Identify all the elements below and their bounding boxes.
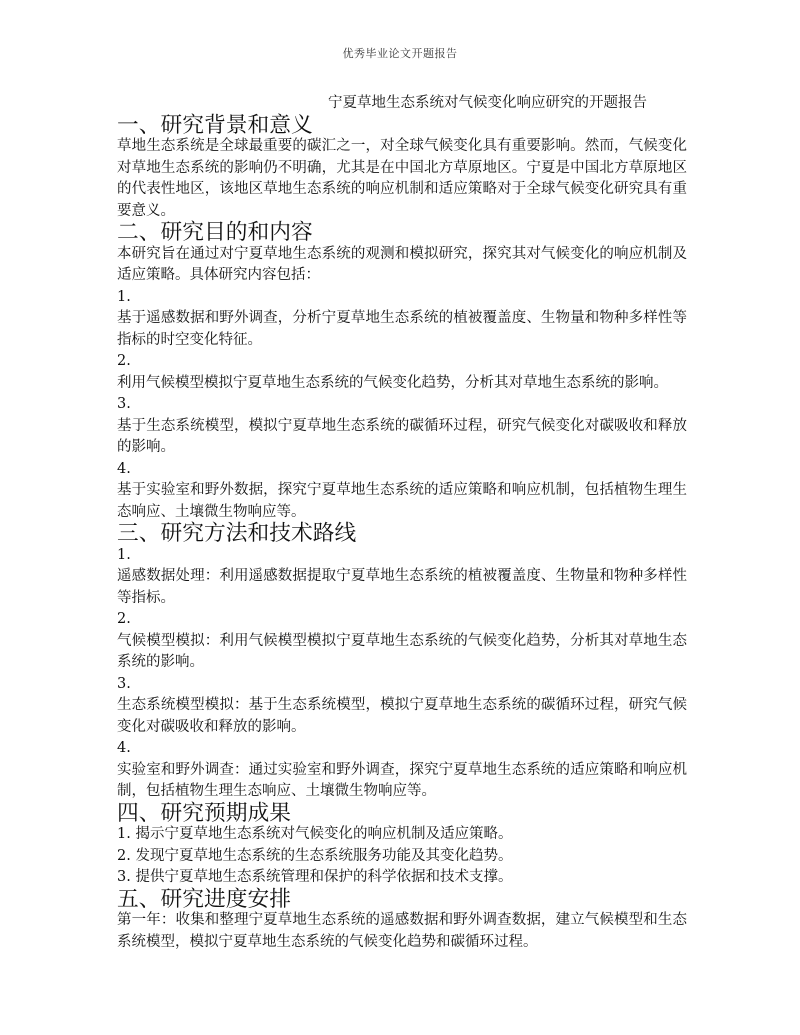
- list-item: 2. 发现宁夏草地生态系统的生态系统服务功能及其变化趋势。: [117, 847, 513, 864]
- document-body: [117, 93, 687, 953]
- list-item-text: 遥感数据处理：利用遥感数据提取宁夏草地生态系统的植被覆盖度、生物量和物种多样性等指标。: [117, 568, 687, 606]
- list-item-number: 1.: [117, 546, 131, 563]
- section-body-background: 草地生态系统是全球最重要的碳汇之一，对全球气候变化具有重要影响。然而，气候变化对草地生态系统的影响仍不明确，尤其是在中国北方草原地区。宁夏是中国北方草原地区的代表性地区，该地区草地生态系统的响应机制和适应策略对于全球气候变化研究具有重要意义。: [117, 138, 687, 219]
- list-item-text: 基于实验室和野外数据，探究宁夏草地生态系统的适应策略和响应机制，包括植物生理生态响应、土壤微生物响应等。: [117, 482, 687, 520]
- list-item-number: 4.: [117, 460, 131, 477]
- methods-list: [117, 545, 687, 803]
- list-item-number: 2.: [117, 353, 131, 369]
- list-item-number: 3.: [117, 396, 131, 412]
- list-item-number: 3.: [117, 675, 131, 692]
- list-item-text: 生态系统模型模拟：基于生态系统模型，模拟宁夏草地生态系统的碳循环过程，研究气候变化对碳吸收和释放的影响。: [117, 697, 687, 735]
- document-title: 宁夏草地生态系统对气候变化响应研究的开题报告: [328, 95, 647, 111]
- running-header: 优秀毕业论文开题报告: [342, 47, 458, 60]
- section-heading-methods: 三、研究方法和技术路线: [117, 521, 357, 546]
- section-body-schedule: 第一年：收集和整理宁夏草地生态系统的遥感数据和野外调查数据，建立气候模型和生态系统模型，模拟宁夏草地生态系统的气候变化趋势和碳循环过程。: [117, 912, 687, 950]
- list-item-number: 1.: [117, 288, 131, 305]
- list-item-text: 基于生态系统模型，模拟宁夏草地生态系统的碳循环过程，研究气候变化对碳吸收和释放的影响。: [117, 417, 687, 455]
- list-item-text: 基于遥感数据和野外调查，分析宁夏草地生态系统的植被覆盖度、生物量和物种多样性等指标的时空变化特征。: [117, 310, 687, 348]
- list-item-number: 4.: [117, 740, 131, 756]
- objectives-list: [117, 287, 687, 524]
- section-heading-schedule: 五、研究进度安排: [117, 886, 291, 912]
- list-item-number: 2.: [117, 611, 131, 627]
- list-item-text: 气候模型模拟：利用气候模型模拟宁夏草地生态系统的气候变化趋势，分析其对草地生态系统的影响。: [117, 632, 687, 670]
- section-heading-background: 一、研究背景和意义: [117, 112, 313, 138]
- list-item: 3. 提供宁夏草地生态系统管理和保护的科学依据和技术支撑。: [117, 869, 513, 885]
- section-heading-outcomes: 四、研究预期成果: [117, 800, 291, 826]
- section-heading-objectives: 二、研究目的和内容: [117, 220, 313, 245]
- list-item-text: 利用气候模型模拟宁夏草地生态系统的气候变化趋势，分析其对草地生态系统的影响。: [117, 374, 668, 391]
- section-intro-objectives: 本研究旨在通过对宁夏草地生态系统的观测和模拟研究，探究其对气候变化的响应机制及适应策略。具体研究内容包括：: [117, 245, 687, 283]
- list-item: 1. 揭示宁夏草地生态系统对气候变化的响应机制及适应策略。: [117, 826, 513, 842]
- outcomes-list: [117, 824, 687, 889]
- list-item-text: 实验室和野外调查：通过实验室和野外调查，探究宁夏草地生态系统的适应策略和响应机制，包括植物生理生态响应、土壤微生物响应等。: [117, 761, 687, 799]
